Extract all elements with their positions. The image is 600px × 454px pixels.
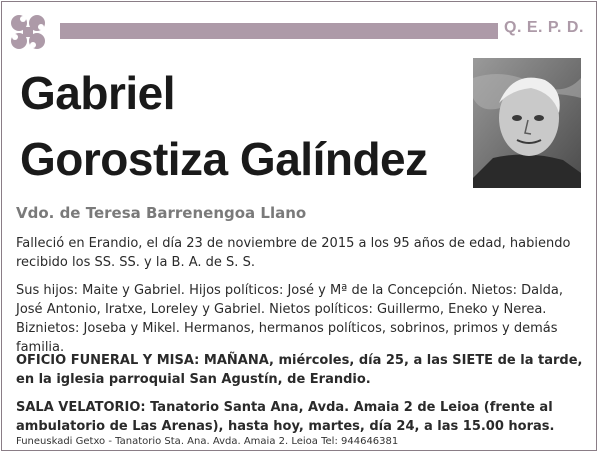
- header-bar: [60, 23, 498, 39]
- wake-paragraph: SALA VELATORIO: Tanatorio Santa Ana, Avda. Amaia 2 de Leioa (frente al ambulatorio de Las Arenas), hasta hoy, martes, día 24, a las 15.00 horas.: [16, 400, 555, 434]
- funeral-home-footer: Funeuskadi Getxo - Tanatorio Sta. Ana. Avda. Amaia 2. Leioa Tel: 944646381: [16, 436, 399, 447]
- widower-line: Vdo. de Teresa Barrenengoa Llano: [16, 204, 307, 222]
- deceased-first-name: Gabriel: [20, 67, 176, 119]
- death-notice-paragraph: Falleció en Erandio, el día 23 de noviembre de 2015 a los 95 años de edad, habiendo recibido los SS. SS. y la B. A. de S. S.: [16, 236, 571, 270]
- lauburu-icon: [6, 10, 50, 54]
- deceased-portrait-photo: [473, 58, 581, 188]
- qepd-label: Q. E. P. D.: [504, 19, 584, 36]
- funeral-paragraph: OFICIO FUNERAL Y MISA: MAÑANA, miércoles, día 25, a las SIETE de la tarde, en la iglesia parroquial San Agustín, de Erandio.: [16, 353, 583, 387]
- deceased-surnames: Gorostiza Galíndez: [20, 133, 428, 185]
- family-paragraph: Sus hijos: Maite y Gabriel. Hijos políticos: José y Mª de la Concepción. Nietos: Dalda, José Antonio, Iratxe, Loreley y Gabriel. Nietos políticos: Guillermo, Eneko y Nerea. Biznietos: Joseba y Mikel. Hermanos, hermanos políticos, sobrinos, primos y demás familia.: [16, 283, 564, 355]
